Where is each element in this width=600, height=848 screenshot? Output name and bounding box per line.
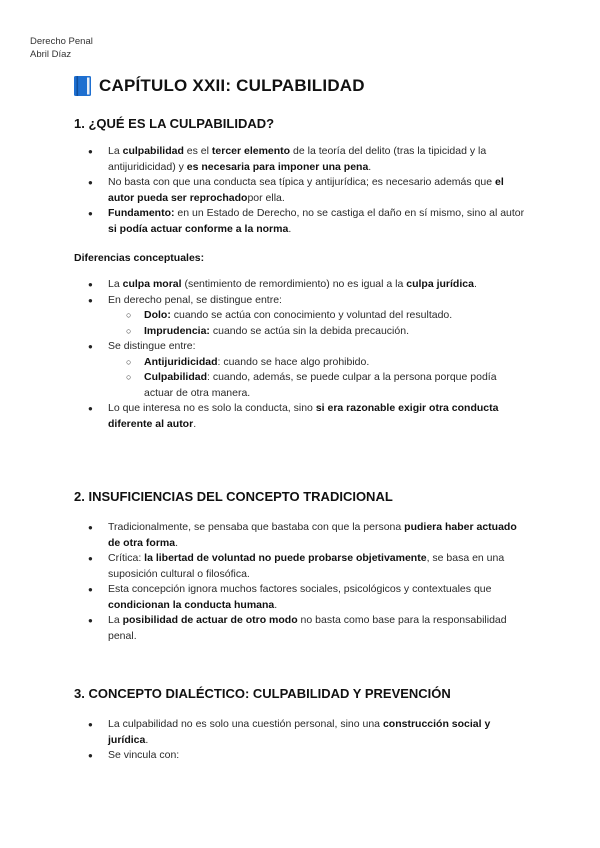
list-item [88, 613, 528, 644]
text: Tradicionalmente, se pensaba que bastaba con que la persona [108, 521, 405, 533]
text: Se distingue entre: [108, 340, 196, 352]
text: (sentimiento de remordimiento) no es igual a la [181, 278, 407, 290]
sub-list [108, 355, 528, 402]
text: no basta como base para la responsabilidad penal. [108, 614, 507, 642]
header-author: Abril Díaz [30, 48, 72, 60]
section-3-heading: 3. CONCEPTO DIALÉCTICO: CULPABILIDAD Y PREVENCIÓN [74, 686, 451, 701]
text: cuando se actúa con conocimiento y voluntad del resultado. [170, 309, 453, 321]
chapter-title-row [74, 76, 365, 96]
sub-list-item [108, 324, 528, 340]
text: . [473, 278, 477, 290]
bold-text: Dolo: [144, 309, 171, 321]
text: . [175, 536, 179, 549]
sub-list-item [108, 355, 528, 371]
text: Se vincula con: [108, 749, 180, 761]
bold-text: Imprudencia: [144, 324, 210, 337]
text: En derecho penal, se distingue entre: [108, 293, 282, 306]
text: Crítica: [108, 552, 145, 564]
list-item [88, 401, 528, 432]
bold-text: condicionan la conducta humana [108, 598, 275, 611]
bold-text: el autor pueda ser reprochado [108, 176, 504, 204]
list-item [88, 520, 528, 551]
list-item [88, 339, 528, 401]
text: La [108, 614, 123, 626]
bold-text: posibilidad de actuar de otro modo [122, 614, 298, 626]
text: Lo que interesa no es solo la conducta, sino [108, 402, 316, 414]
text: La [108, 145, 123, 157]
list-item [88, 582, 528, 613]
text: . [274, 598, 278, 611]
header-course: Derecho Penal [30, 36, 93, 47]
sub-list [108, 308, 528, 339]
section-2-list [88, 520, 528, 644]
bold-text: si era razonable exigir otra conducta diferente al autor [108, 402, 499, 430]
text: La culpabilidad no es solo una cuestión personal, sino una [108, 718, 383, 730]
list-item [88, 717, 528, 748]
text: , se basa en una suposición cultural o filosófica. [108, 552, 505, 580]
section-1-list [88, 144, 528, 237]
list-item [88, 748, 528, 764]
blue-book-icon [74, 76, 91, 96]
list-item [88, 277, 528, 293]
subsection-heading: Diferencias conceptuales: [74, 252, 205, 264]
text: . [288, 222, 292, 235]
bold-text: culpabilidad [122, 145, 184, 157]
text: La [108, 278, 123, 290]
sub-list-item [108, 308, 528, 324]
text: en un Estado de Derecho, no se castiga el daño en sí mismo, sino al autor [174, 207, 525, 219]
page-header [30, 36, 93, 61]
chapter-title: CAPÍTULO XXII: CULPABILIDAD [99, 76, 365, 95]
text: cuando se actúa sin la debida precaución. [209, 324, 409, 337]
list-item [88, 206, 528, 237]
bold-text: si podía actuar conforme a la norma [108, 222, 289, 235]
bold-text: Antijuridicidad [144, 355, 218, 368]
text: : cuando se hace algo prohibido. [217, 355, 370, 368]
list-item [88, 175, 528, 206]
bold-text: pudiera haber actuado de otra forma [108, 521, 517, 549]
bold-text: es necesaria para imponer una pena [186, 160, 369, 173]
section-1-heading: 1. ¿QUÉ ES LA CULPABILIDAD? [74, 116, 275, 131]
text: . [145, 733, 149, 746]
bold-text: tercer elemento [211, 145, 291, 157]
list-item [88, 293, 528, 340]
text: . [193, 417, 197, 430]
text: Esta concepción ignora muchos factores sociales, psicológicos y contextuales que [108, 583, 492, 595]
section-2-heading: 2. INSUFICIENCIAS DEL CONCEPTO TRADICIONAL [74, 489, 393, 504]
bold-text: la libertad de voluntad no puede probarse objetivamente [144, 552, 427, 564]
text: : cuando, además, se puede culpar a la persona porque podía actuar de otra manera. [144, 371, 497, 399]
list-item [88, 551, 528, 582]
section-3-list [88, 717, 528, 764]
differences-list [88, 277, 528, 432]
bold-text: Fundamento: [108, 207, 175, 219]
list-item [88, 144, 528, 175]
bold-text: culpa jurídica [406, 278, 474, 290]
bold-text: construcción social y jurídica [108, 718, 491, 746]
sub-list-item [108, 370, 528, 401]
text: No basta con que una conducta sea típica y antijurídica; es necesario además que [108, 176, 495, 188]
bold-text: Culpabilidad [144, 371, 207, 383]
text: por ella. [247, 191, 285, 204]
text: es el [183, 145, 212, 157]
bold-text: culpa moral [122, 278, 182, 290]
text: . [368, 160, 372, 173]
text: de la teoría del delito (tras la tipicidad y la antijuridicidad) y [108, 145, 487, 173]
